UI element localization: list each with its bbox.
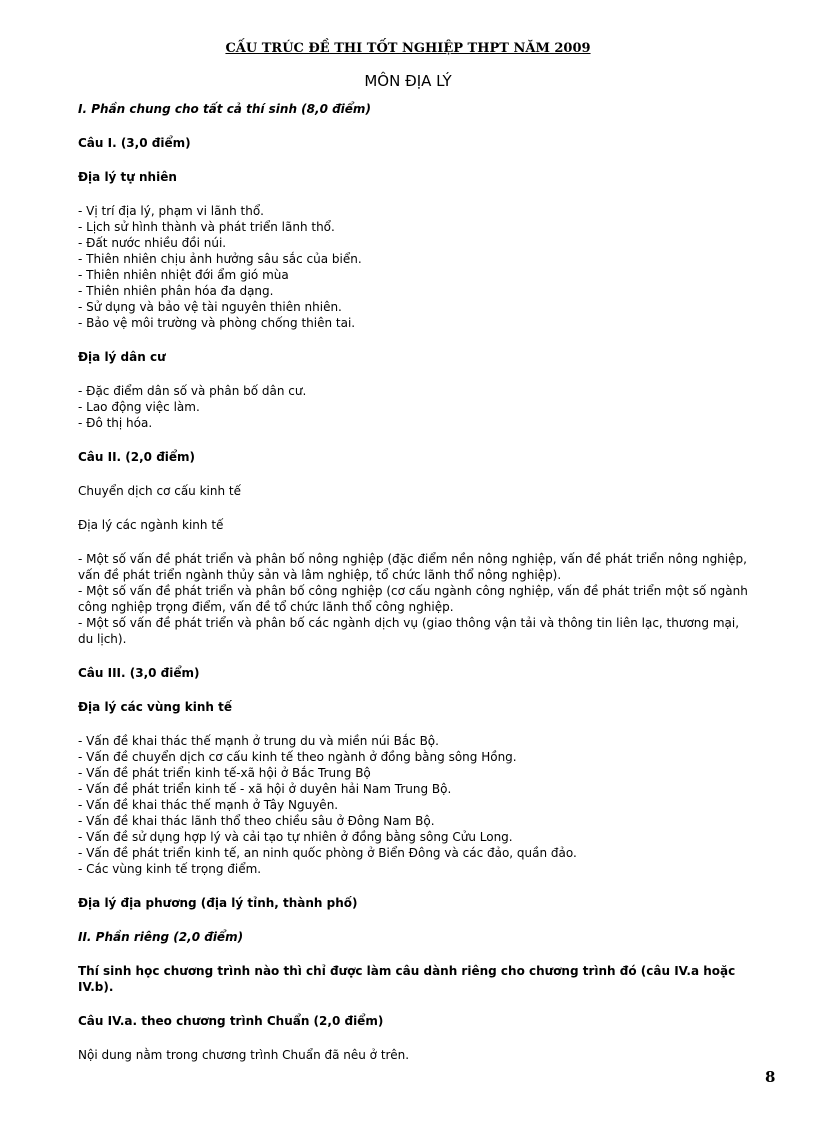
list-item: - Một số vấn đề phát triển và phân bố nông nghiệp (đặc điểm nền nông nghiệp, vấn đề phát triển nông nghiệp, vấn đề phát triển ngành thủy sản và lâm nghiệp, tổ chức lãnh thổ nông nghiệp).	[78, 552, 747, 582]
q2-heading: Câu II. (2,0 điểm)	[78, 450, 196, 464]
q4a-text: Nội dung nằm trong chương trình Chuẩn đã nêu ở trên.	[78, 1048, 410, 1062]
list-item: - Vấn đề khai thác lãnh thổ theo chiều sâu ở Đông Nam Bộ.	[78, 814, 435, 828]
list-item: - Vấn đề phát triển kinh tế, an ninh quốc phòng ở Biển Đông và các đảo, quần đảo.	[78, 846, 577, 860]
list-item: - Vấn đề sử dụng hợp lý và cải tạo tự nhiên ở đồng bằng sông Cửu Long.	[78, 830, 513, 844]
q3-heading: Câu III. (3,0 điểm)	[78, 666, 200, 680]
list-item: - Vấn đề phát triển kinh tế - xã hội ở duyên hải Nam Trung Bộ.	[78, 782, 452, 796]
population-geography-heading: Địa lý dân cư	[78, 350, 166, 364]
q2-line-economic-structure: Chuyển dịch cơ cấu kinh tế	[78, 484, 241, 498]
regional-geography-list	[78, 733, 753, 877]
list-item: - Vấn đề phát triển kinh tế-xã hội ở Bắc Trung Bộ	[78, 766, 371, 780]
q2-line-economic-sectors: Địa lý các ngành kinh tế	[78, 518, 224, 532]
subject-heading: MÔN ĐỊA LÝ	[364, 72, 452, 90]
page-number: 8	[765, 1068, 776, 1086]
list-item: - Các vùng kinh tế trọng điểm.	[78, 862, 262, 876]
document-body	[78, 101, 753, 1063]
list-item: - Một số vấn đề phát triển và phân bố các ngành dịch vụ (giao thông vận tải và thông tin liên lạc, thương mại, du lịch).	[78, 616, 740, 646]
list-item: - Vị trí địa lý, phạm vi lãnh thổ.	[78, 204, 264, 218]
list-item: - Một số vấn đề phát triển và phân bố công nghiệp (cơ cấu ngành công nghiệp, vấn đề phát triển một số ngành công nghiệp trọng điểm, vấn đề tổ chức lãnh thổ công nghiệp.	[78, 584, 748, 614]
list-item: - Đất nước nhiều đồi núi.	[78, 236, 227, 250]
list-item: - Đô thị hóa.	[78, 416, 153, 430]
list-item: - Thiên nhiên chịu ảnh hưởng sâu sắc của biển.	[78, 252, 362, 266]
document-title: CẤU TRÚC ĐỀ THI TỐT NGHIỆP THPT NĂM 2009	[225, 41, 591, 56]
list-item: - Lao động việc làm.	[78, 400, 200, 414]
list-item: - Thiên nhiên nhiệt đới ẩm gió mùa	[78, 268, 289, 282]
part2-heading: II. Phần riêng (2,0 điểm)	[78, 930, 244, 944]
population-geography-list	[78, 383, 753, 431]
q4a-heading: Câu IV.a. theo chương trình Chuẩn (2,0 điểm)	[78, 1014, 384, 1028]
q2-list	[78, 551, 753, 647]
list-item: - Đặc điểm dân số và phân bố dân cư.	[78, 384, 307, 398]
list-item: - Vấn đề khai thác thế mạnh ở trung du và miền núi Bắc Bộ.	[78, 734, 439, 748]
list-item: - Sử dụng và bảo vệ tài nguyên thiên nhiên.	[78, 300, 342, 314]
list-item: - Bảo vệ môi trường và phòng chống thiên tai.	[78, 316, 356, 330]
q1-heading: Câu I. (3,0 điểm)	[78, 136, 191, 150]
part2-note: Thí sinh học chương trình nào thì chỉ được làm câu dành riêng cho chương trình đó (câu IV.a hoặc IV.b).	[78, 964, 736, 994]
local-geography-heading: Địa lý địa phương (địa lý tỉnh, thành phố)	[78, 896, 358, 910]
list-item: - Thiên nhiên phân hóa đa dạng.	[78, 284, 274, 298]
natural-geography-heading: Địa lý tự nhiên	[78, 170, 177, 184]
regional-geography-heading: Địa lý các vùng kinh tế	[78, 700, 232, 714]
list-item: - Vấn đề khai thác thế mạnh ở Tây Nguyên.	[78, 798, 339, 812]
natural-geography-list	[78, 203, 753, 331]
list-item: - Vấn đề chuyển dịch cơ cấu kinh tế theo ngành ở đồng bằng sông Hồng.	[78, 750, 517, 764]
part1-heading: I. Phần chung cho tất cả thí sinh (8,0 điểm)	[78, 102, 371, 116]
list-item: - Lịch sử hình thành và phát triển lãnh thổ.	[78, 220, 335, 234]
